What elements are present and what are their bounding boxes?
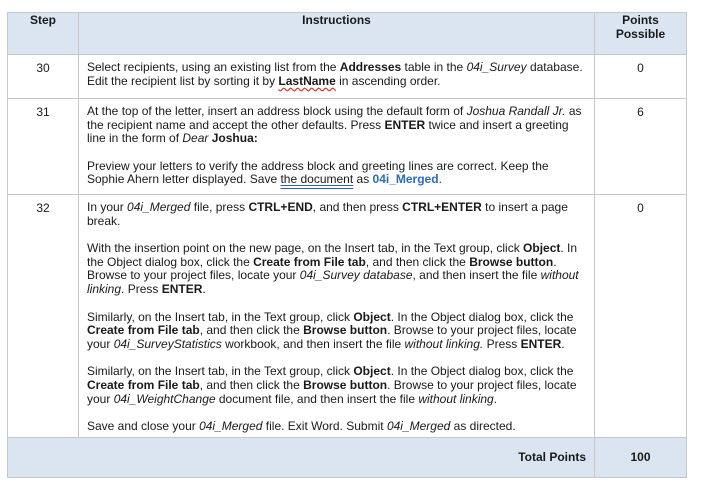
text: workbook, and then insert the file — [221, 336, 405, 351]
text: in ascending order. — [335, 73, 441, 88]
bold-text: ENTER — [384, 117, 426, 132]
bold-text: LastName — [278, 73, 336, 88]
text: document file, and then insert the file — [215, 391, 419, 406]
bold-text: Object — [353, 364, 391, 379]
bold-text: Object — [523, 241, 561, 256]
text: . In the Object dialog box, click the — [390, 364, 574, 379]
bold-text: Object — [353, 309, 391, 324]
instruction-paragraph — [87, 365, 586, 406]
text: . — [202, 281, 206, 296]
instruction-paragraph — [87, 420, 586, 434]
text: , and then click the — [199, 323, 304, 338]
total-points-label: Total Points — [8, 437, 595, 477]
italic-text: Dear — [182, 131, 209, 146]
bold-text: Create from File tab — [87, 377, 200, 392]
instruction-paragraph — [87, 311, 586, 352]
text: twice and insert a greeting line in the form of — [87, 117, 569, 146]
text: , and then click the — [199, 377, 304, 392]
text: At the top of the letter, insert an address block using the default form of — [87, 104, 467, 118]
step-number: 32 — [8, 195, 79, 438]
italic-text: without linking — [87, 268, 579, 296]
instruction-cell — [79, 99, 595, 195]
total-points-value: 100 — [595, 437, 687, 477]
table-row-step-31 — [8, 99, 687, 195]
instruction-paragraph — [87, 160, 586, 187]
bold-text: CTRL+ENTER — [402, 200, 482, 214]
text: Save and close your — [87, 419, 200, 434]
text: as the recipient name and accept the other defaults. Press — [87, 104, 582, 132]
italic-text: without linking — [418, 391, 494, 406]
points-value: 6 — [595, 99, 687, 195]
italic-text: 04i_WeightChange — [113, 391, 216, 406]
text: With the insertion point on the new page, on the Insert tab, in the Text group, click — [87, 241, 524, 256]
text: Similarly, on the Insert tab, in the Text group, click — [87, 309, 354, 324]
header-points-possible: Points Possible — [595, 13, 687, 55]
text: file. Exit Word. Submit — [262, 419, 387, 434]
total-row — [8, 437, 687, 477]
text: . Press — [121, 281, 162, 296]
text: . — [561, 336, 565, 351]
text: . In the Object dialog box, click the — [87, 241, 578, 269]
bold-text: Create from File tab — [253, 254, 366, 269]
text: database. Edit the recipient list by sorting it by — [87, 60, 583, 88]
text: , and then press — [312, 200, 403, 214]
italic-text: 04i_Merged — [386, 419, 451, 434]
header-step: Step — [8, 13, 79, 55]
points-value: 0 — [595, 55, 687, 99]
text: , and then insert the file — [412, 268, 541, 283]
italic-text: 04i_Merged — [127, 200, 191, 214]
text: . — [493, 391, 498, 406]
header-instructions: Instructions — [79, 13, 595, 55]
text: . Browse to your project files, locate your — [87, 254, 557, 283]
text: . — [438, 172, 442, 187]
italic-text: 04i_Survey — [466, 60, 527, 74]
bold-text: 04i_Merged — [372, 172, 439, 187]
bold-text: Addresses — [339, 60, 402, 74]
table-row-step-32 — [8, 195, 687, 438]
instruction-paragraph — [87, 105, 586, 146]
table-row-step-30 — [8, 55, 687, 99]
italic-text: Joshua Randall Jr. — [466, 104, 566, 118]
italic-text: 04i_Merged — [199, 419, 263, 434]
italic-text: 04i_SurveyStatistics — [113, 336, 222, 351]
text: . Browse to your project files, locate your — [87, 377, 577, 406]
text: Similarly, on the Insert tab, in the Text group, click — [87, 364, 354, 379]
bold-text: Browse button — [303, 377, 388, 392]
step-number: 30 — [8, 55, 79, 99]
instruction-paragraph — [87, 242, 586, 296]
instruction-cell — [79, 195, 595, 438]
bold-text: Joshua: — [211, 131, 258, 146]
bold-text: ENTER — [520, 336, 562, 351]
text: Preview your letters to verify the address block and greeting lines are correct. Keep the Sophie Ahern letter displayed. Save — [87, 158, 549, 187]
bold-text: CTRL+END — [248, 200, 313, 214]
step-number: 31 — [8, 99, 79, 195]
instructions-table — [7, 12, 687, 478]
header-row — [8, 13, 687, 55]
instruction-cell — [79, 55, 595, 99]
text: as directed. — [450, 419, 516, 434]
text: the document — [280, 172, 354, 187]
bold-text: ENTER — [161, 281, 203, 296]
text: to insert a page break. — [87, 200, 568, 228]
text: Press — [483, 336, 521, 351]
instruction-paragraph — [87, 61, 586, 88]
italic-text: 04i_Survey database — [299, 268, 413, 283]
points-value: 0 — [595, 195, 687, 438]
bold-text: Browse button — [303, 323, 388, 338]
text: , and then click the — [365, 254, 470, 269]
italic-text: without linking. — [404, 336, 484, 351]
text: as — [353, 172, 373, 187]
bold-text: Browse button — [469, 254, 554, 269]
text: file, press — [190, 200, 249, 214]
bold-text: Create from File tab — [87, 323, 200, 338]
text: . In the Object dialog box, click the — [390, 309, 574, 324]
text: table in the — [401, 60, 467, 74]
text: Select recipients, using an existing list from the — [87, 60, 340, 74]
instruction-paragraph — [87, 201, 586, 228]
text: In your — [87, 200, 128, 214]
text: . Browse to your project files, locate your — [87, 323, 577, 351]
